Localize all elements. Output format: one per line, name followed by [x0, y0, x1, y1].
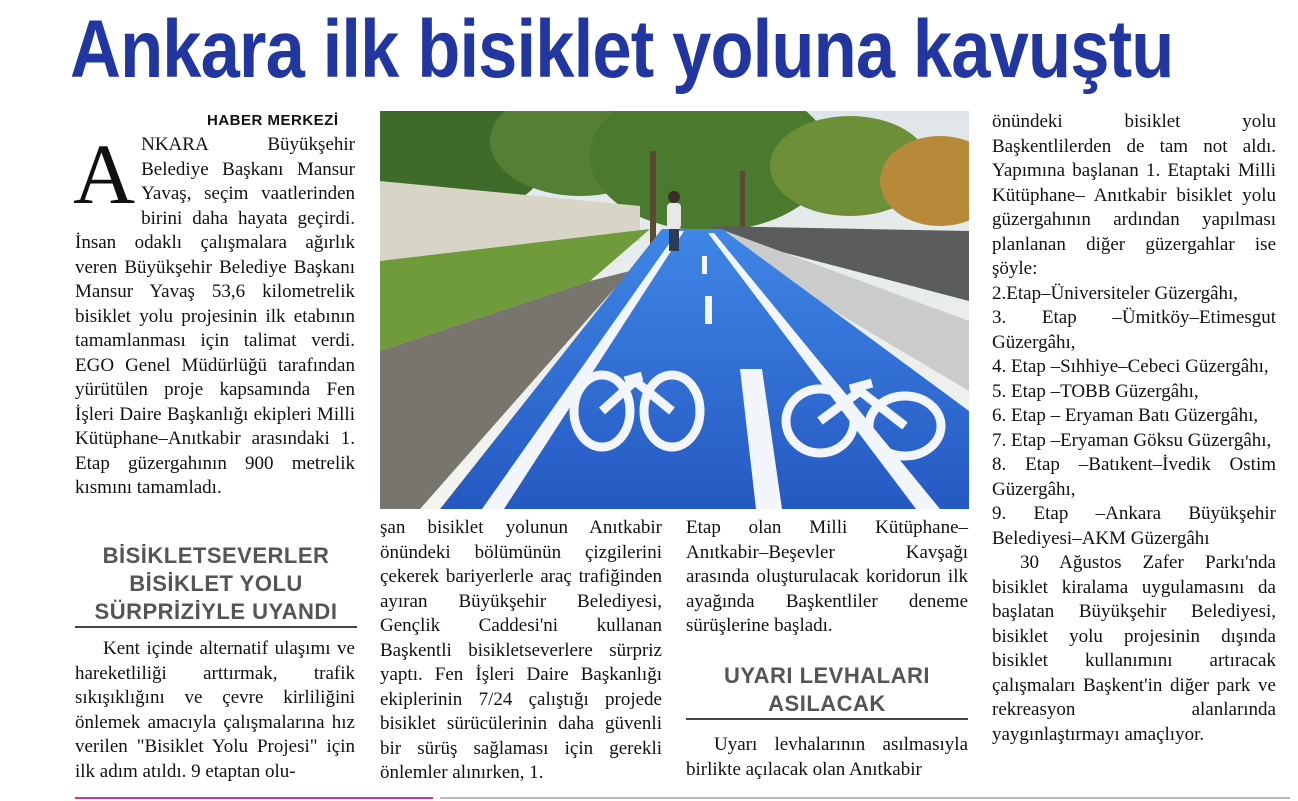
bike-lane-photo: [380, 111, 969, 509]
subhead-1-rule: [75, 626, 357, 628]
column-1-lower: [75, 637, 355, 784]
route-6: 6. Etap – Eryaman Batı Güzergâhı,: [992, 405, 1259, 426]
column-2: [380, 516, 662, 786]
bike-lane-illustration: [380, 111, 969, 509]
lead-paragraph: [73, 126, 355, 501]
dropcap: A: [73, 126, 136, 222]
route-3: 3. Etap –Ümitköy–Etimesgut Güzergâhı,: [992, 307, 1276, 353]
bottom-rule-right: [440, 797, 1290, 799]
column-4: [992, 110, 1276, 747]
subhead-1: BİSİKLETSEVERLER BİSİKLET YOLU SÜRPRİZİYLE UYANDI: [94, 543, 338, 624]
column-4-intro: önündeki bisiklet yolu Başkentlilerden de tam not aldı. Yapımına başlanan 1. Etaptaki Milli Kütüphane– Anıtkabir bisiklet yolu güzergahının ardından yapılması planlanan diğer güzergahlar ise şöyle:: [992, 111, 1276, 279]
column-1: [73, 126, 355, 501]
column-3-lower: [686, 733, 968, 782]
column-3-text: Etap olan Milli Kütüphane–Anıtkabir–Beşevler Kavşağı arasında oluşturulacak koridorun ilk ayağında Başkentliler deneme sürüşlerine başladı.: [686, 517, 968, 636]
paragraph-2: Kent içinde alternatif ulaşımı ve hareketliliği arttırmak, trafik sıkışıklığını ve çevre kirliliğini önlemek amacıyla çalışmalarına hız verilen "Bisiklet Yolu Projesi" için ilk adım atıldı. 9 etaptan olu-: [75, 638, 355, 782]
route-8: 8. Etap –Batıkent–İvedik Ostim Güzergâhı,: [992, 454, 1276, 500]
subhead-2-rule: [686, 718, 968, 720]
lead-text: NKARA Büyükşehir Belediye Başkanı Mansur Yavaş, seçim vaatlerinden birini daha hayata geçirdi. İnsan odaklı çalışmalara ağırlık veren Büyükşehir Belediye Başkanı Mansur Yavaş 53,6 kilometrelik bisiklet yolu projesinin ilk etabının tamamlanması için talimat verdi. EGO Genel Müdürlüğü tarafından yürütülen proje kapsamında Fen İşleri Daire Başkanlığı ekipleri Milli Kütüphane–Anıtkabir arasındaki 1. Etap güzergahının 900 metrelik kısmını tamamladı.: [75, 134, 355, 498]
column-4-closing: 30 Ağustos Zafer Parkı'nda bisiklet kiralama uygulamasını da başlatan Büyükşehir Belediyesi, bisiklet yolu projesinin dışında bisiklet kullanımını artıracak çalışmaları Başkent'in diğer park ve rekreasyon alanlarında yaygınlaştırmayı amaçlıyor.: [992, 552, 1276, 745]
bottom-rule-left: [75, 797, 433, 799]
route-2: 2.Etap–Üniversiteler Güzergâhı,: [992, 282, 1239, 304]
headline: Ankara ilk bisiklet yoluna kavuştu: [70, 4, 1174, 95]
column-3: [686, 516, 968, 639]
route-9: 9. Etap –Ankara Büyükşehir Belediyesi–AKM Güzergâhı: [992, 503, 1276, 549]
route-5: 5. Etap –TOBB Güzergâhı,: [992, 380, 1199, 402]
route-4: 4. Etap –Sıhhiye–Cebeci Güzergâhı,: [992, 356, 1269, 377]
subhead-2: UYARI LEVHALARI ASILACAK: [724, 663, 930, 716]
byline: HABER MERKEZİ: [207, 112, 339, 129]
column-3-para2: Uyarı levhalarının asılmasıyla birlikte açılacak olan Anıtkabir: [686, 734, 968, 780]
route-7: 7. Etap –Eryaman Göksu Güzergâhı,: [992, 429, 1272, 451]
column-2-text: şan bisiklet yolunun Anıtkabir önündeki bölümünün çizgilerini çekerek bariyerlerle araç trafiğinden ayıran Büyükşehir Belediyesi, Gençlik Caddesi'ni kullanan Başkentli bisikletseverlere sürpriz yaptı. Fen İşleri Daire Başkanlığı ekiplerinin 7/24 çalıştığı projede bisiklet sürücülerinin daha güvenli bir sürüş sağlaması için gerekli önlemler alınırken, 1.: [380, 517, 662, 783]
